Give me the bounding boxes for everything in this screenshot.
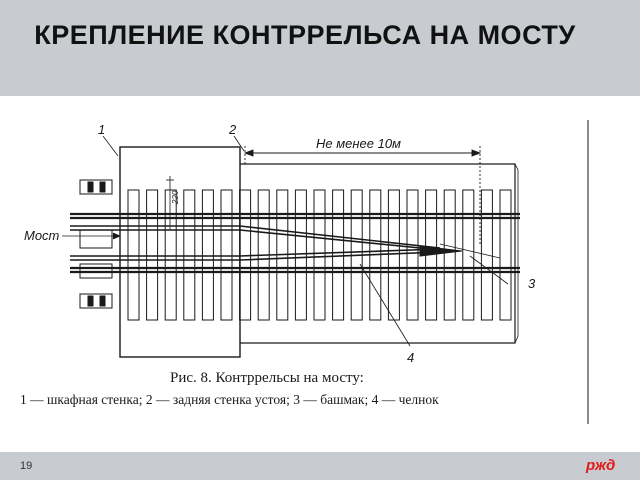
gauge-label: 220 <box>171 190 180 204</box>
label-4: 4 <box>407 350 415 365</box>
footer-band <box>0 452 640 480</box>
sleeper <box>500 190 511 320</box>
rzd-logo: ржд <box>586 457 616 474</box>
distance-label: Не менее 10м <box>316 136 401 151</box>
figure-caption-legend: 1 — шкафная стенка; 2 — задняя стенка устоя; 3 — башмак; 4 — челнок <box>20 392 439 407</box>
shoe <box>420 244 500 258</box>
sleeper <box>295 190 306 320</box>
abutment-blocks <box>80 180 112 308</box>
slide-title: КРЕПЛЕНИЕ КОНТРРЕЛЬСА НА МОСТУ <box>34 20 576 50</box>
sleeper <box>333 190 344 320</box>
sleeper <box>407 190 418 320</box>
label-1: 1 <box>98 122 106 137</box>
figure-area <box>0 96 640 426</box>
bridge-deck-outline <box>120 147 518 357</box>
sleeper <box>388 190 399 320</box>
bridge-guard-rail-drawing <box>0 96 640 426</box>
bridge-label: Мост <box>24 228 60 243</box>
sleeper <box>314 190 325 320</box>
slide-number: 19 <box>20 460 33 472</box>
title-band <box>0 0 640 96</box>
sleeper <box>444 190 455 320</box>
label-2: 2 <box>229 122 237 137</box>
label-3: 3 <box>528 276 536 291</box>
sleeper <box>463 190 474 320</box>
figure-caption-title: Рис. 8. Контррельсы на мосту: <box>170 370 364 386</box>
